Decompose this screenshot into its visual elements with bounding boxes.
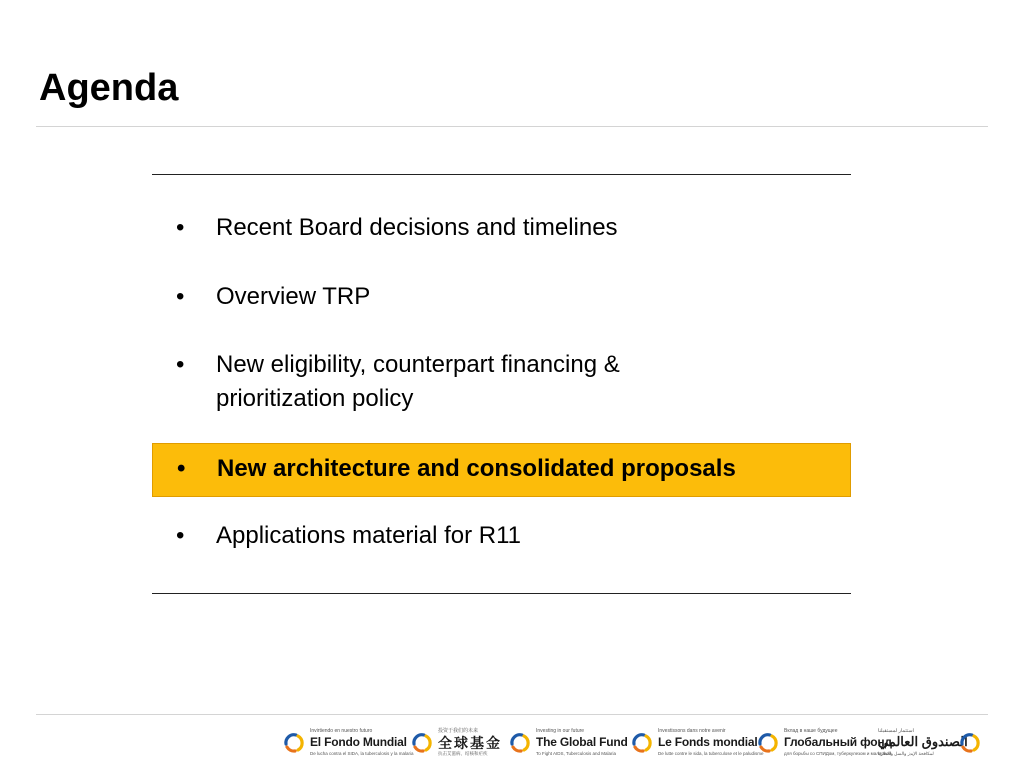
agenda-item (152, 519, 851, 553)
logo-name: El Fondo Mundial (310, 735, 407, 749)
agenda-item-current (152, 443, 851, 497)
global-fund-swirl-icon (508, 730, 532, 756)
logo-russian (756, 724, 892, 764)
logo-name: Le Fonds mondial (658, 735, 758, 749)
title-divider (36, 126, 988, 127)
logo-subtitle: To Fight AIDS, Tuberculosis and Malaria (536, 751, 617, 756)
logo-name: 全球基金 (438, 735, 502, 751)
slide-title: Agenda (39, 67, 179, 109)
agenda-item (152, 348, 851, 416)
agenda-item (152, 280, 851, 314)
global-fund-swirl-icon (282, 730, 306, 756)
agenda-item-text: New eligibility, counterpart financing & prioritization policy (216, 351, 620, 412)
logo-subtitle: De lucha contra el SIDA, la tuberculosis y la malaria (310, 751, 414, 756)
bullet: • (176, 283, 185, 310)
global-fund-swirl-icon (756, 730, 780, 756)
global-fund-logos (282, 724, 984, 764)
logo-spanish (282, 724, 414, 764)
bullet: • (176, 522, 185, 549)
footer-divider (36, 714, 988, 715)
agenda-item-text: Applications material for R11 (216, 522, 522, 549)
logo-tagline: Investissons dans notre avenir (658, 728, 726, 734)
logo-subtitle: لمكافحة الإيدز والسل والملاريا (878, 751, 934, 756)
logo-subtitle: 抗击艾滋病、结核和疟疾 (438, 751, 488, 756)
global-fund-swirl-icon (410, 730, 434, 756)
agenda-bottom-rule (152, 593, 851, 594)
logo-name: The Global Fund (536, 735, 628, 749)
logo-chinese (410, 724, 506, 764)
global-fund-swirl-icon (630, 730, 654, 756)
agenda-item (152, 211, 851, 245)
bullet: • (177, 455, 186, 482)
logo-subtitle: De lutte contre le sida, la tuberculose et le paludisme (658, 751, 764, 756)
agenda-item-text: Recent Board decisions and timelines (216, 214, 618, 241)
logo-tagline: Вклад в наше будущее (784, 728, 838, 734)
agenda-item-text: Overview TRP (216, 283, 371, 310)
agenda-top-rule (152, 174, 851, 175)
bullet: • (176, 214, 185, 241)
logo-name: الصندوق العالمي (878, 734, 968, 749)
global-fund-swirl-icon (958, 730, 982, 756)
logo-tagline: 投资于我们的未来 (438, 728, 479, 734)
bullet: • (176, 351, 185, 378)
logo-tagline: Invirtiendo en nuestro futuro (310, 728, 373, 734)
logo-name: Глобальный фонд (784, 735, 892, 749)
agenda-item-text: New architecture and consolidated proposals (217, 455, 736, 482)
logo-english (508, 724, 628, 764)
logo-subtitle: для борьбы со СПИДом, туберкулезом и малярией (784, 751, 892, 756)
logo-french (630, 724, 764, 764)
logo-tagline: استثمار لمستقبلنا (878, 728, 914, 734)
logo-tagline: Investing in our future (536, 728, 585, 734)
logo-arabic (876, 724, 982, 764)
